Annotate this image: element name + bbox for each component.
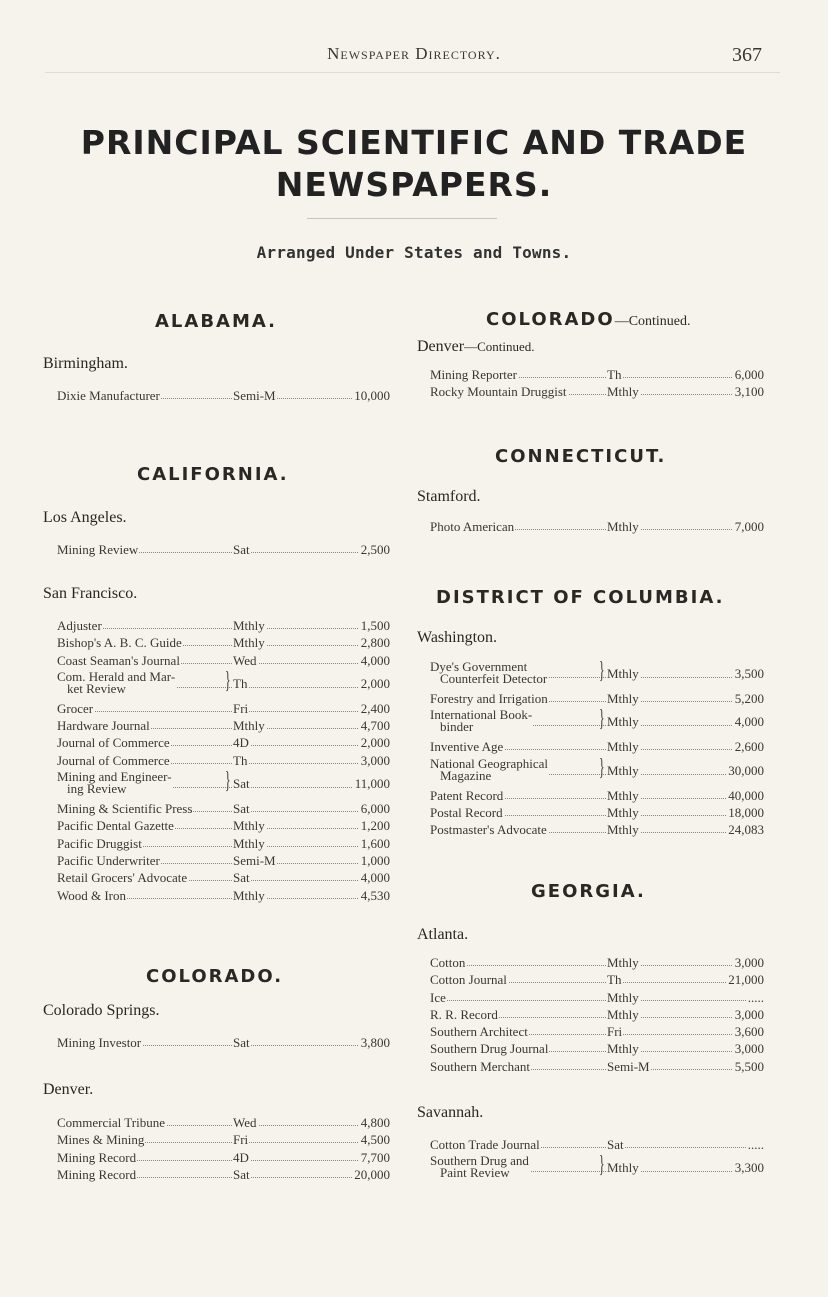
list-item (430, 1040, 764, 1057)
publication-name: Southern Drug Journal (430, 1041, 549, 1057)
list-item (430, 1058, 764, 1075)
publication-name: Pacific Druggist (57, 835, 142, 851)
list-item (57, 887, 390, 904)
town-heading-atlanta: Atlanta. (417, 926, 469, 943)
state-name: COLORADO (486, 309, 615, 330)
publication-name: Mining Reporter (430, 367, 518, 382)
list-item (430, 690, 764, 707)
frequency: 4D (233, 735, 249, 751)
circulation: 2,000 (360, 735, 390, 751)
frequency: Fri (607, 1024, 623, 1040)
page-title (40, 122, 788, 206)
list-item (57, 652, 390, 669)
publication-name: Ice (430, 989, 446, 1005)
list-item (57, 752, 390, 769)
page-title-line-2: NEWSPAPERS. (275, 165, 553, 204)
frequency: Sat (233, 542, 250, 557)
listing-savannah (430, 1136, 764, 1184)
circulation: 2,800 (360, 635, 390, 651)
frequency: Semi-M (233, 852, 276, 868)
publication-name: Pacific Underwriter (57, 852, 160, 868)
list-item (57, 769, 390, 800)
publication-name: Dixie Manufacturer (57, 388, 160, 403)
frequency: Th (607, 367, 622, 382)
list-item (430, 518, 764, 535)
frequency: Sat (233, 1035, 250, 1050)
publication-name-line-2: Counterfeit Detector (440, 671, 548, 686)
frequency: Mthly (607, 989, 639, 1005)
page-subtitle: Arranged Under States and Towns. (256, 243, 572, 262)
list-item (430, 1023, 764, 1040)
dot-leader (430, 965, 764, 966)
publication-name: Mines & Mining (57, 1132, 145, 1148)
list-item (57, 734, 390, 751)
frequency: Sat (233, 1166, 250, 1182)
publication-name: Grocer (57, 700, 94, 716)
frequency: Sat (233, 870, 250, 886)
publication-name: Bishop's A. B. C. Guide (57, 635, 182, 651)
list-item (430, 707, 764, 738)
continued-label: —Continued. (614, 314, 691, 329)
publication-name: Adjuster (57, 618, 102, 633)
list-item (430, 954, 764, 971)
town-heading-colorado-springs: Colorado Springs. (43, 1002, 160, 1019)
state-heading-colorado: COLORADO. (146, 966, 284, 987)
list-item (57, 669, 390, 700)
publication-name: Postal Record (430, 804, 503, 820)
publication-name: Patent Record (430, 787, 504, 803)
publication-name-line-1: Com. Herald and Mar- (57, 668, 176, 684)
circulation: 3,800 (360, 1035, 390, 1050)
circulation: 2,400 (360, 700, 390, 716)
frequency: Wed (233, 1115, 257, 1130)
publication-name: Cotton Trade Journal (430, 1137, 540, 1152)
publication-name: Wood & Iron (57, 887, 126, 903)
publication-name-line-2: binder (440, 719, 474, 735)
publication-name: Postmaster's Advocate (430, 822, 547, 838)
publication-name: Mining Record (57, 1149, 137, 1165)
publication-name (430, 661, 548, 685)
state-heading-district-of-columbia: DISTRICT OF COLUMBIA. (436, 587, 725, 608)
listing-stamford (430, 518, 764, 535)
frequency: Mthly (607, 1041, 639, 1057)
state-heading-california: CALIFORNIA. (137, 464, 289, 485)
dot-leader (57, 628, 390, 629)
circulation: 6,000 (360, 801, 390, 817)
circulation: 2,600 (734, 739, 764, 755)
circulation: ..... (747, 1137, 764, 1152)
list-item (57, 817, 390, 834)
frequency: Mthly (233, 718, 265, 734)
publication-name: Pacific Dental Gazette (57, 818, 174, 834)
list-item (430, 366, 764, 383)
publication-name: Journal of Commerce (57, 735, 170, 751)
town-heading-stamford: Stamford. (417, 488, 481, 505)
circulation: 40,000 (728, 787, 764, 803)
state-heading-connecticut: CONNECTICUT. (495, 446, 667, 467)
publication-name-line-1: Southern Drug and (430, 1153, 529, 1169)
list-item (57, 1131, 390, 1148)
publication-name: Mining & Scientific Press (57, 801, 193, 817)
list-item (430, 989, 764, 1006)
list-item (430, 738, 764, 755)
publication-name: Hardware Journal (57, 718, 150, 734)
publication-name: Mining Review (57, 542, 139, 557)
running-title: Newspaper Directory. (327, 44, 501, 63)
publication-name: Southern Architect (430, 1024, 528, 1040)
frequency: Mthly (607, 1006, 639, 1022)
frequency: Th (607, 972, 622, 988)
list-item (57, 1034, 390, 1051)
circulation: 10,000 (354, 388, 390, 403)
publication-name-line-1: Dye's Government (430, 659, 528, 674)
listing-washington (430, 659, 764, 838)
dot-leader (430, 1000, 764, 1001)
circulation: 5,200 (734, 691, 764, 706)
publication-name: Mining Investor (57, 1035, 142, 1050)
town-heading-los-angeles: Los Angeles. (43, 509, 127, 526)
listing-colorado-springs (57, 1034, 390, 1051)
publication-name: Retail Grocers' Advocate (57, 870, 188, 886)
frequency: Mthly (233, 835, 265, 851)
publication-name (57, 668, 176, 696)
circulation: 3,300 (734, 1160, 764, 1176)
publication-name-line-2: ing Review (67, 781, 127, 797)
publication-name: R. R. Record (430, 1006, 498, 1022)
publication-name: Cotton (430, 955, 466, 970)
list-item (430, 804, 764, 821)
list-item (430, 1153, 764, 1184)
list-item (430, 659, 764, 690)
circulation: 4,000 (360, 652, 390, 668)
frequency: 4D (233, 1149, 249, 1165)
list-item (57, 617, 390, 634)
circulation: 3,500 (734, 666, 764, 681)
list-item (57, 700, 390, 717)
circulation: 4,000 (360, 870, 390, 886)
frequency: Wed (233, 652, 257, 668)
town-name: Denver (417, 338, 465, 355)
list-item (57, 800, 390, 817)
frequency: Mthly (607, 822, 639, 838)
frequency: Mthly (607, 804, 639, 820)
list-item (57, 1149, 390, 1166)
circulation: 20,000 (354, 1166, 390, 1182)
frequency: Fri (233, 700, 249, 716)
circulation: 4,800 (360, 1115, 390, 1130)
publication-name: Mining Record (57, 1166, 137, 1182)
listing-birmingham (57, 387, 390, 404)
publication-name (57, 771, 173, 795)
publication-name-line-1: Mining and Engineer- (57, 769, 172, 785)
circulation: 2,000 (360, 675, 390, 691)
town-heading-washington: Washington. (417, 629, 498, 646)
circulation: 11,000 (354, 776, 390, 792)
publication-name: Photo American (430, 519, 515, 534)
listing-denver (57, 1114, 390, 1183)
publication-name-line-2: Paint Review (440, 1165, 510, 1181)
circulation: 6,000 (734, 367, 764, 382)
publication-name: Southern Merchant (430, 1058, 531, 1074)
circulation: 18,000 (728, 804, 764, 820)
town-heading-denver: Denver. (43, 1081, 94, 1098)
circulation: 30,000 (728, 762, 764, 778)
continued-label: —Continued. (464, 339, 535, 354)
frequency: Mthly (607, 519, 639, 534)
list-item (430, 787, 764, 804)
circulation: 7,000 (734, 519, 764, 534)
circulation: 3,000 (360, 752, 390, 768)
circulation: 1,000 (360, 852, 390, 868)
frequency: Mthly (607, 691, 639, 706)
frequency: Mthly (607, 384, 639, 400)
publication-name: Inventive Age (430, 739, 504, 755)
publication-name-line-1: National Geographical (430, 755, 549, 771)
publication-name: Rocky Mountain Druggist (430, 384, 567, 400)
frequency: } Mthly (606, 713, 640, 730)
list-item (430, 383, 764, 400)
circulation: 21,000 (728, 972, 764, 988)
frequency: Sat (233, 801, 250, 817)
frequency: } Th (232, 675, 248, 692)
circulation: 3,000 (734, 955, 764, 970)
circulation: 3,100 (734, 384, 764, 400)
circulation: 3,000 (734, 1006, 764, 1022)
title-divider (307, 218, 497, 219)
frequency: Semi-M (607, 1058, 650, 1074)
publication-name-line-1: International Book- (430, 707, 533, 723)
listing-san-francisco (57, 617, 390, 904)
page-number: 367 (732, 44, 762, 66)
publication-name (430, 709, 533, 733)
frequency: } Sat (232, 775, 251, 792)
frequency: Mthly (607, 739, 639, 755)
frequency: Mthly (233, 635, 265, 651)
list-item (57, 1114, 390, 1131)
frequency: } Mthly (606, 762, 640, 779)
publication-name-line-2: ket Review (67, 680, 126, 696)
list-item (430, 1136, 764, 1153)
running-head (0, 40, 828, 70)
circulation: 3,600 (734, 1024, 764, 1040)
frequency: Mthly (233, 818, 265, 834)
town-heading-denver-continued (417, 338, 535, 356)
town-heading-san-francisco: San Francisco. (43, 585, 138, 602)
circulation: 24,083 (728, 822, 764, 838)
circulation: 1,600 (360, 835, 390, 851)
circulation: 2,500 (360, 542, 390, 557)
state-heading-georgia: GEORGIA. (531, 881, 646, 902)
circulation: ..... (747, 989, 764, 1005)
circulation: 1,500 (360, 618, 390, 633)
frequency: Mthly (233, 618, 265, 633)
state-heading-colorado-continued (486, 309, 691, 330)
list-item (57, 387, 390, 404)
listing-denver-continued (430, 366, 764, 401)
publication-name: Forestry and Irrigation (430, 691, 548, 706)
frequency: Fri (233, 1132, 249, 1148)
circulation: 5,500 (734, 1058, 764, 1074)
frequency: Mthly (607, 955, 639, 970)
publication-name-line-2: Magazine (440, 767, 492, 783)
list-item (430, 821, 764, 838)
circulation: 1,200 (360, 818, 390, 834)
list-item (57, 1166, 390, 1183)
town-heading-savannah: Savannah. (417, 1104, 484, 1121)
town-heading-birmingham: Birmingham. (43, 355, 128, 372)
publication-name: Commercial Tribune (57, 1115, 165, 1130)
circulation: 4,500 (360, 1132, 390, 1148)
circulation: 4,530 (360, 887, 390, 903)
listing-los-angeles (57, 541, 390, 558)
list-item (57, 717, 390, 734)
frequency: Sat (607, 1137, 624, 1152)
list-item (57, 835, 390, 852)
listing-atlanta (430, 954, 764, 1075)
frequency: Semi-M (233, 388, 276, 403)
publication-name: Journal of Commerce (57, 752, 170, 768)
header-divider (45, 72, 780, 73)
list-item (430, 756, 764, 787)
frequency: Mthly (233, 887, 265, 903)
circulation: 4,700 (360, 718, 390, 734)
frequency: Th (233, 752, 248, 768)
list-item (57, 869, 390, 886)
circulation: 4,000 (734, 714, 764, 730)
list-item (57, 541, 390, 558)
state-heading-alabama: ALABAMA. (155, 311, 277, 332)
page-title-line-1: PRINCIPAL SCIENTIFIC AND TRADE (80, 123, 748, 162)
list-item (430, 1006, 764, 1023)
frequency: } Mthly (606, 665, 640, 682)
publication-name: Coast Seaman's Journal (57, 652, 180, 668)
publication-name (430, 1155, 530, 1179)
circulation: 3,000 (734, 1041, 764, 1057)
list-item (57, 852, 390, 869)
dot-leader (57, 711, 390, 712)
circulation: 7,700 (360, 1149, 390, 1165)
list-item (430, 971, 764, 988)
frequency: Mthly (607, 787, 639, 803)
publication-name (430, 755, 549, 783)
frequency: } Mthly (606, 1159, 640, 1176)
list-item (57, 634, 390, 651)
publication-name: Cotton Journal (430, 972, 507, 988)
